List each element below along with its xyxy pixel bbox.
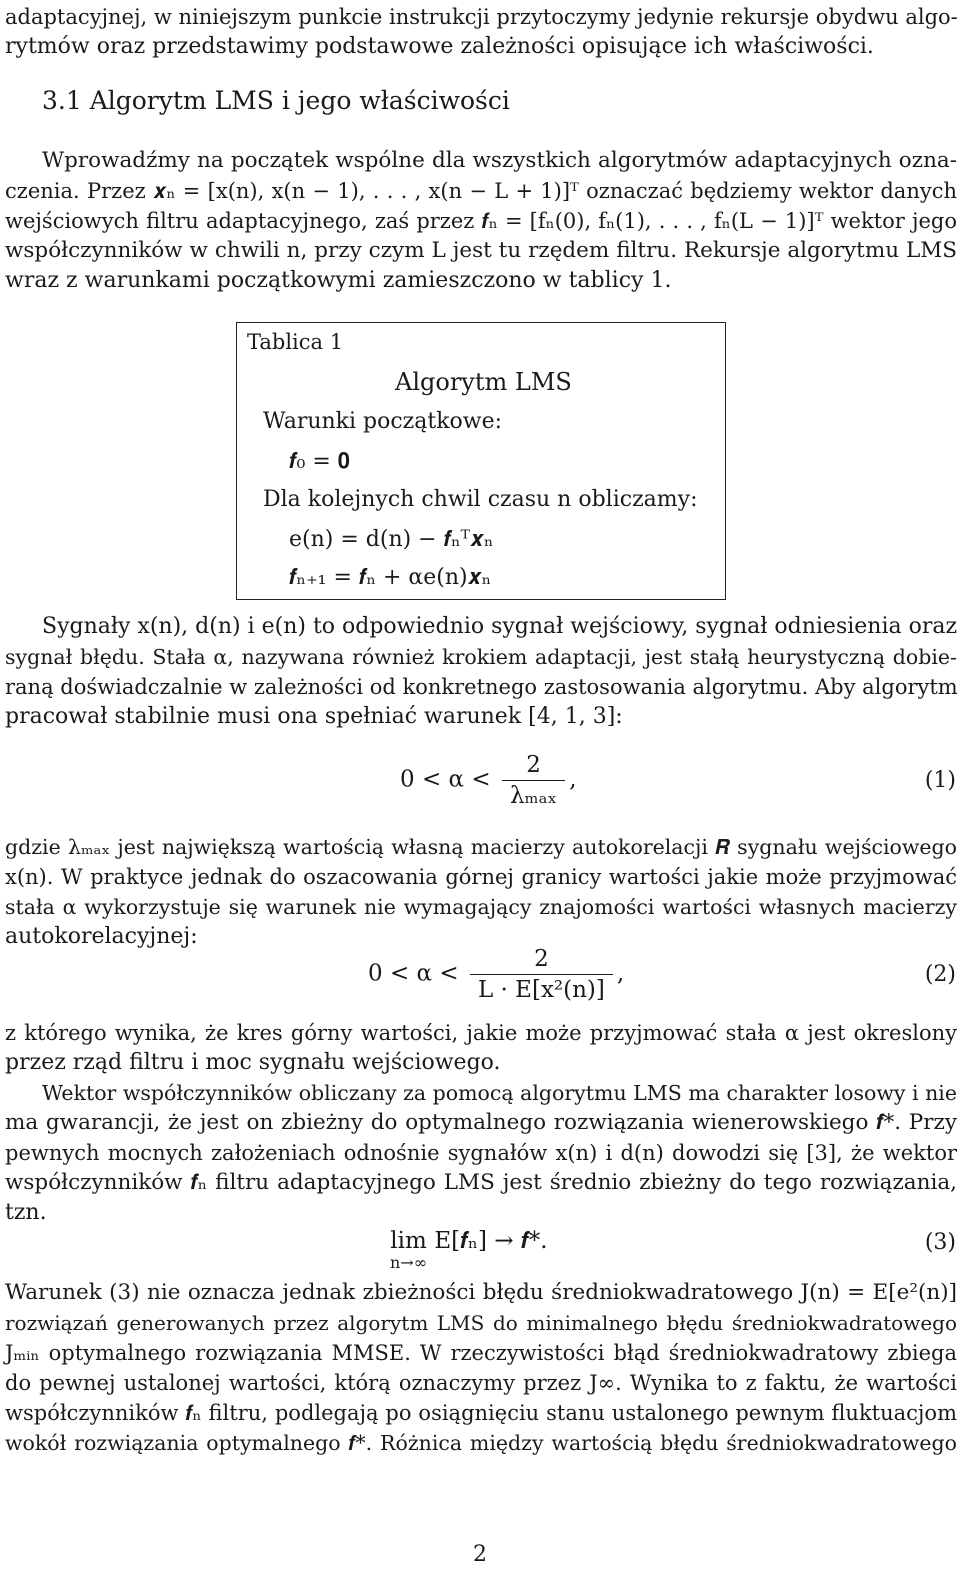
text-line: wokół rozwiązania optymalnego 𝒇*. Różnica między wartością błędu średniokwadratowego xyxy=(5,1431,957,1455)
text-line: stała α wykorzystuje się warunek nie wymagający znajomości wartości własnych macierzy xyxy=(5,895,957,919)
equation-number: (3) xyxy=(924,1230,956,1255)
eq1-denominator: λₘₐₓ xyxy=(509,783,558,809)
init-equation: 𝒇₀ = 𝟎 xyxy=(289,449,351,474)
text-line: gdzie λₘₐₓ jest największą wartością własną macierzy autokorelacji 𝑹 sygnału wejściowego xyxy=(5,835,957,859)
loop-label: Dla kolejnych chwil czasu n obliczamy: xyxy=(263,487,698,512)
equation-3 xyxy=(390,1228,548,1272)
table-title: Algorytm LMS xyxy=(395,368,572,396)
eq1-numerator: 2 xyxy=(502,752,565,781)
text-line: wraz z warunkami początkowymi zamieszczono w tablicy 1. xyxy=(5,268,672,293)
text-line: ma gwarancji, że jest on zbieżny do optymalnego rozwiązania wienerowskiego 𝒇*. Przy xyxy=(5,1110,957,1135)
text-line: raną doświadczalnie w zależności od konkretnego zastosowania algorytmu. Aby algorytm xyxy=(5,675,958,699)
text-line: pewnych mocnych założeniach odnośnie sygnałów x(n) i d(n) dowodzi się [3], że wektor xyxy=(5,1141,957,1165)
text-line: do pewnej ustalonej wartości, którą oznaczymy przez J∞. Wynika to z faktu, że wartości xyxy=(5,1371,957,1395)
text-line: czenia. Przez 𝒙ₙ = [x(n), x(n − 1), . . . , x(n − L + 1)]ᵀ oznaczać będziemy wektor danych xyxy=(5,179,957,203)
update-equation: 𝒇ₙ₊₁ = 𝒇ₙ + αe(n)𝒙ₙ xyxy=(289,565,492,590)
eq2-trail: , xyxy=(616,960,625,987)
eq2-fraction xyxy=(470,946,613,1003)
eq1-trail: , xyxy=(569,766,577,793)
error-equation: e(n) = d(n) − 𝒇ₙᵀ𝒙ₙ xyxy=(289,527,494,552)
equation-number: (1) xyxy=(924,768,956,793)
equation-1 xyxy=(400,752,577,809)
text-line: współczynników 𝒇ₙ filtru adaptacyjnego LMS jest średnio zbieżny do tego rozwiązania, xyxy=(5,1170,957,1195)
table-caption: Tablica 1 xyxy=(247,330,344,354)
lim-text: lim xyxy=(390,1228,427,1254)
eq2-lhs: 0 < α < xyxy=(368,960,459,987)
text-line: Wektor współczynników obliczany za pomocą algorytmu LMS ma charakter losowy i nie xyxy=(42,1081,957,1105)
section-heading: 3.1 Algorytm LMS i jego właściwości xyxy=(42,86,510,115)
text-line: rytmów oraz przedstawimy podstawowe zależności opisujące ich właściwości. xyxy=(5,34,874,59)
text-line: pracował stabilnie musi ona spełniać warunek [4, 1, 3]: xyxy=(5,704,623,729)
equation-2 xyxy=(368,946,624,1003)
init-label: Warunki początkowe: xyxy=(263,409,503,434)
text-line: Warunek (3) nie oznacza jednak zbieżności błędu średniokwadratowego J(n) = E[e²(n)] xyxy=(5,1280,957,1305)
text-line: Sygnały x(n), d(n) i e(n) to odpowiednio sygnał wejściowy, sygnał odniesienia oraz xyxy=(42,614,958,639)
text-line: adaptacyjnej, w niniejszym punkcie instrukcji przytoczymy jedynie rekursje obydwu algo- xyxy=(5,5,958,29)
eq3-body: E[𝒇ₙ] → 𝒇*. xyxy=(434,1228,548,1254)
text-line: wejściowych filtru adaptacyjnego, zaś przez 𝒇ₙ = [fₙ(0), fₙ(1), . . . , fₙ(L − 1)]ᵀ wektor jego xyxy=(5,209,957,233)
algorithm-table xyxy=(236,322,726,600)
text-line: współczynników 𝒇ₙ filtru, podlegają po osiągnięciu stanu ustalonego pewnym fluktuacjom xyxy=(5,1401,957,1425)
eq1-fraction xyxy=(502,752,565,809)
eq2-numerator: 2 xyxy=(470,946,613,975)
page-number: 2 xyxy=(473,1542,487,1567)
text-line: sygnał błędu. Stała α, nazywana również krokiem adaptacji, jest stałą heurystyczną dobie- xyxy=(5,645,957,669)
text-line: Jₘᵢₙ optymalnego rozwiązania MMSE. W rzeczywistości błąd średniokwadratowy zbiega xyxy=(5,1341,957,1365)
text-line: x(n). W praktyce jednak do oszacowania górnej granicy wartości jakie może przyjmować xyxy=(5,865,957,889)
text-line: z którego wynika, że kres górny wartości, jakie może przyjmować stała α jest okreslony xyxy=(5,1021,957,1045)
text-line: współczynników w chwili n, przy czym L jest tu rzędem filtru. Rekursje algorytmu LMS xyxy=(5,238,957,263)
text-line: rozwiązań generowanych przez algorytm LMS do minimalnego błędu średniokwadratowego xyxy=(5,1311,957,1335)
text-line: przez rząd filtru i moc sygnału wejściowego. xyxy=(5,1050,501,1075)
eq1-lhs: 0 < α < xyxy=(400,766,491,793)
text-line: tzn. xyxy=(5,1200,47,1225)
eq2-denominator: L · E[x²(n)] xyxy=(477,977,605,1003)
lim-subscript: n→∞ xyxy=(390,1253,428,1272)
limit-operator xyxy=(390,1228,427,1272)
text-line: Wprowadźmy na początek wspólne dla wszystkich algorytmów adaptacyjnych ozna- xyxy=(42,148,957,173)
text-line: autokorelacyjnej: xyxy=(5,924,198,949)
equation-number: (2) xyxy=(924,962,956,987)
